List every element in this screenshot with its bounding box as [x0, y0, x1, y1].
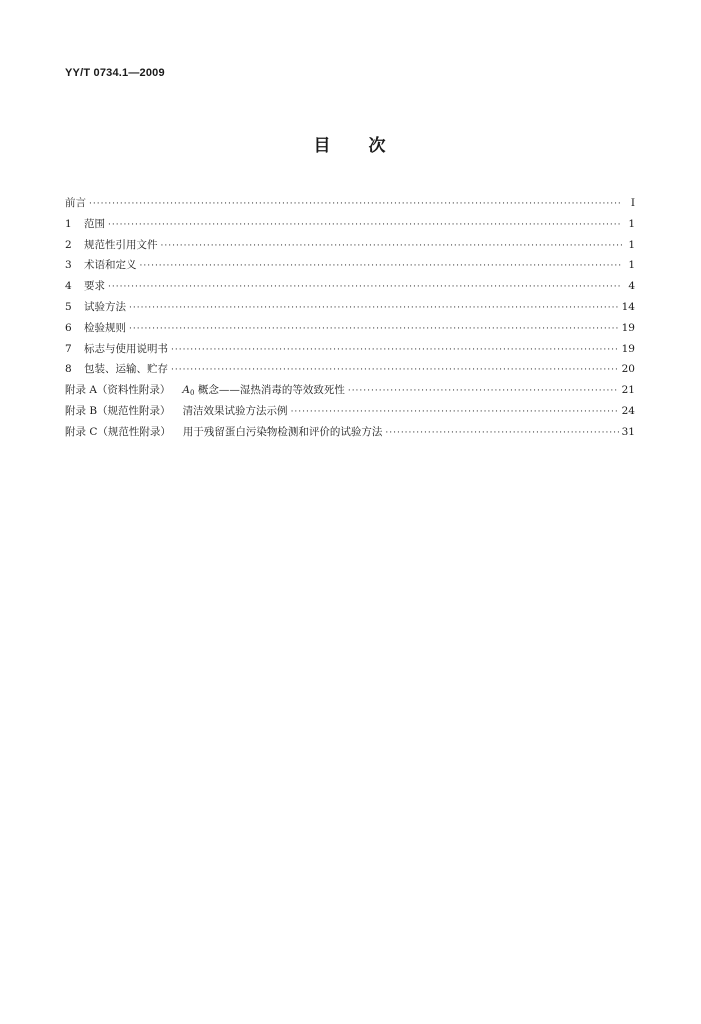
toc-entry-4[interactable] [65, 276, 635, 297]
toc-entry-annex-c[interactable] [65, 422, 635, 443]
toc-entry-3[interactable] [65, 255, 635, 276]
toc-entry-page: 1 [628, 217, 635, 230]
toc-entry-page: 31 [621, 425, 635, 438]
toc-entry-label: 标志与使用说明书 [84, 342, 168, 355]
toc-entry-1[interactable] [65, 214, 635, 235]
dot-leader [108, 215, 622, 236]
dot-leader [129, 319, 619, 340]
toc-entry-7[interactable] [65, 339, 635, 360]
dot-leader [89, 194, 622, 215]
toc-entry-label: 要求 [84, 280, 105, 293]
toc-entry-2[interactable] [65, 235, 635, 256]
toc-entry-8[interactable] [65, 359, 635, 380]
toc-entry-5[interactable] [65, 297, 635, 318]
annex-description: 清洁效果试验方法示例 [182, 404, 288, 417]
dot-leader [171, 340, 619, 361]
toc-entry-number: 1 [65, 217, 72, 230]
standard-code: YY/T 0734.1—2009 [65, 67, 165, 79]
toc-entry-page: 20 [621, 363, 635, 376]
dot-leader [348, 381, 619, 402]
annex-description: 用于残留蛋白污染物检测和评价的试验方法 [182, 425, 383, 438]
toc-entry-page: Ⅰ [630, 197, 635, 209]
annex-desc-symbol: A [182, 384, 191, 397]
annex-prefix: 附录 A（资料性附录） [65, 384, 171, 397]
toc-entry-label: 范围 [84, 217, 105, 230]
toc-entry-annex-a[interactable] [65, 380, 635, 401]
toc-entry-page: 21 [621, 384, 635, 397]
dot-leader [385, 423, 618, 444]
table-of-contents [65, 193, 635, 443]
dot-leader [140, 256, 623, 277]
toc-entry-number: 6 [65, 321, 72, 334]
toc-entry-annex-b[interactable] [65, 401, 635, 422]
dot-leader [171, 360, 619, 381]
dot-leader [129, 298, 619, 319]
toc-entry-label: 包装、运输、贮存 [84, 363, 168, 376]
annex-desc-subscript: 0 [190, 389, 195, 398]
toc-entry-page: 19 [621, 342, 635, 355]
toc-entry-number: 4 [65, 280, 72, 293]
toc-entry-6[interactable] [65, 318, 635, 339]
toc-entry-label: 规范性引用文件 [84, 238, 158, 251]
toc-entry-number: 5 [65, 300, 72, 313]
toc-entry-label: 试验方法 [84, 300, 126, 313]
toc-entry-number: 8 [65, 363, 72, 376]
toc-entry-number: 2 [65, 238, 72, 251]
annex-prefix: 附录 B（规范性附录） [65, 404, 171, 417]
toc-entry-number: 7 [65, 342, 72, 355]
dot-leader [291, 402, 619, 423]
annex-desc-text: 概念——湿热消毒的等效致死性 [194, 384, 345, 397]
toc-entry-number: 3 [65, 259, 72, 272]
toc-entry-foreword[interactable] [65, 193, 635, 214]
dot-leader [108, 277, 622, 298]
annex-prefix: 附录 C（规范性附录） [65, 425, 171, 438]
toc-entry-page: 4 [628, 280, 635, 293]
toc-entry-label: 检验规则 [84, 321, 126, 334]
toc-entry-page: 14 [621, 300, 635, 313]
toc-entry-label: 前言 [65, 197, 86, 209]
toc-entry-page: 1 [628, 238, 635, 251]
page-title: 目 次 [313, 136, 388, 156]
dot-leader [161, 236, 623, 257]
toc-entry-page: 1 [628, 259, 635, 272]
toc-entry-page: 19 [621, 321, 635, 334]
toc-entry-label: 术语和定义 [84, 259, 137, 272]
toc-entry-page: 24 [621, 404, 635, 417]
